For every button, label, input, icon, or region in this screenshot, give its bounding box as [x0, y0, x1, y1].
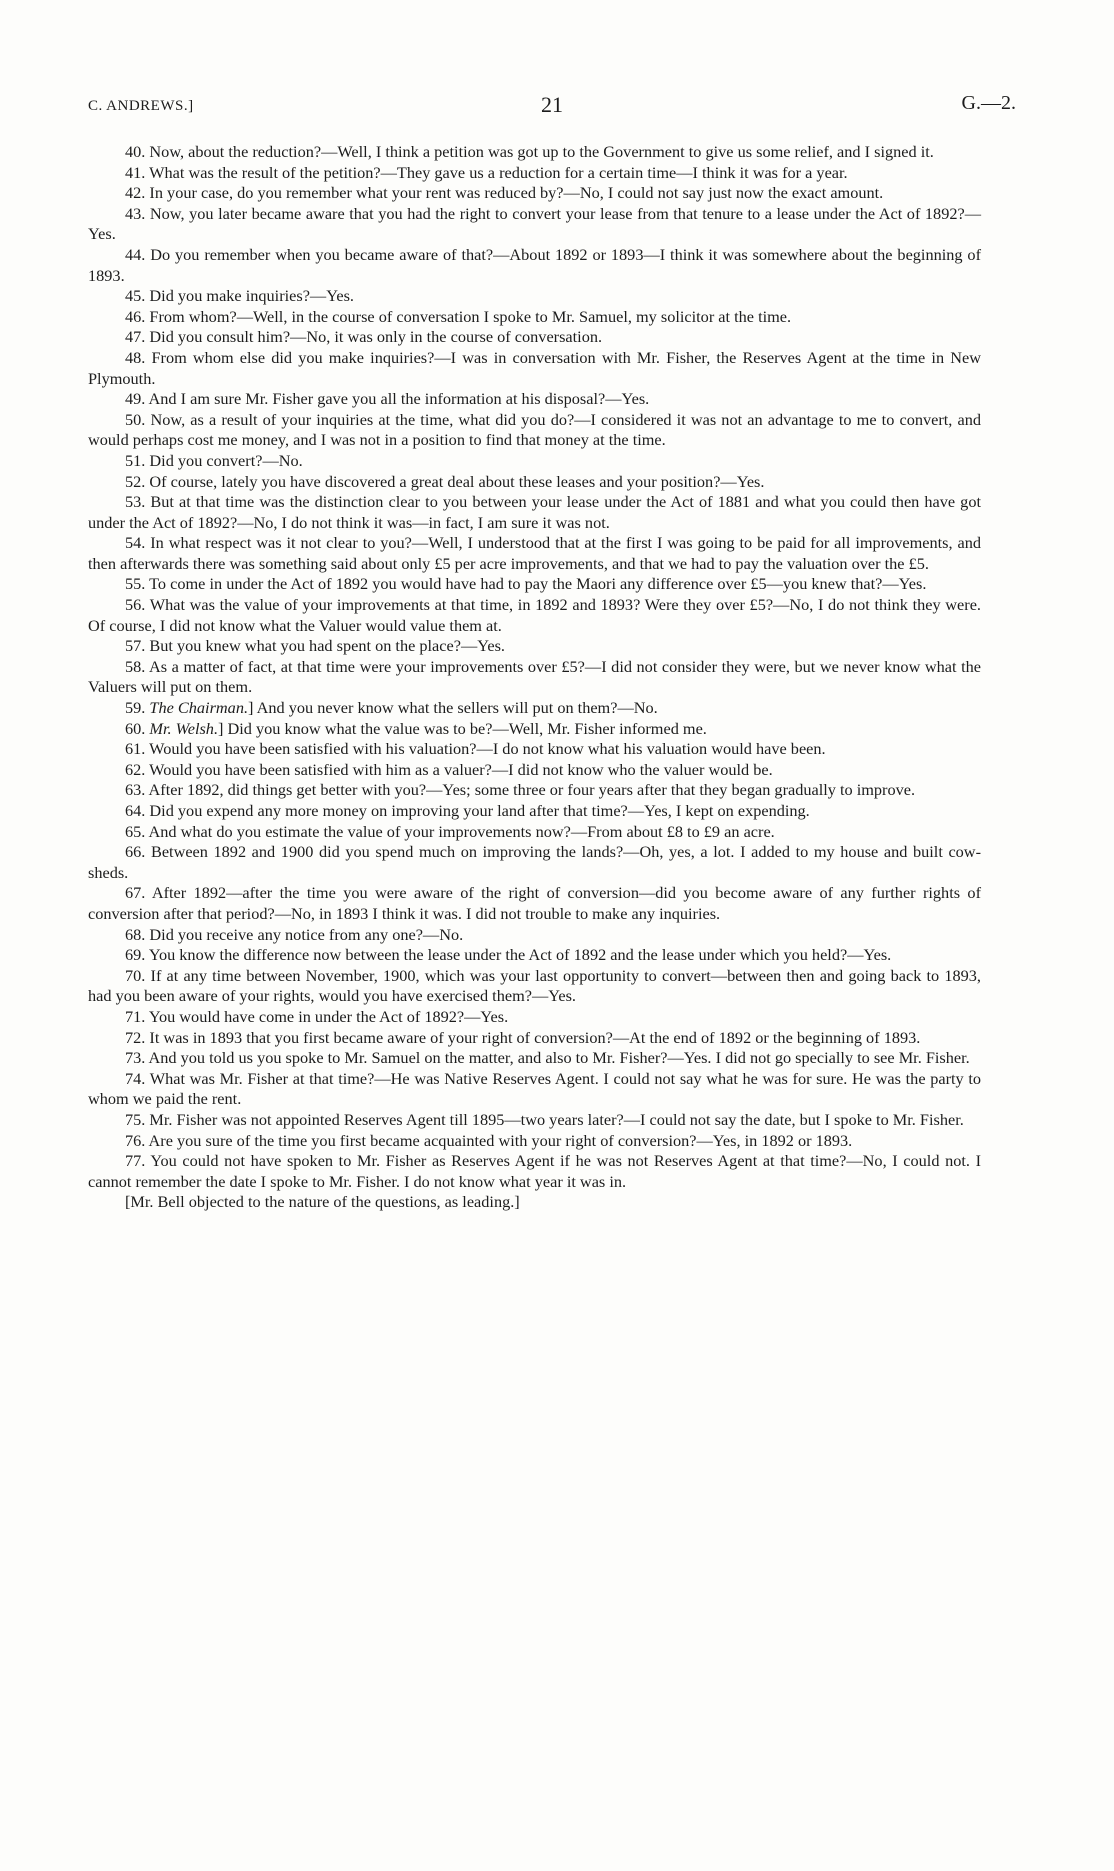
paragraph-72: 72. It was in 1893 that you first became aware of your right of conversion?—At the end of 1892 or the beginning of 1893.: [125, 1027, 921, 1047]
paragraph-63: 63. After 1892, did things get better with you?—Yes; some three or four years after that they began gradually to improve.: [125, 780, 916, 800]
speaker-name: Mr. Welsh.: [149, 718, 219, 738]
witness-name: C. ANDREWS.]: [88, 98, 194, 114]
paragraph-60: [88, 719, 981, 740]
paragraph-77: 77. You could not have spoken to Mr. Fisher as Reserves Agent if he was not Reserves Agent at that time?—No, I could not. I cannot remember the date I spoke to Mr. Fisher. I do not know what year it was in.: [88, 1151, 981, 1191]
paragraph-text: ] Did you know what the value was to be?—Well, Mr. Fisher informed me.: [218, 718, 707, 738]
paragraph-67: 67. After 1892—after the time you were aware of the right of conversion—did you become aware of any further rights of conversion after that period?—No, in 1893 I think it was. I did not trouble to make any inquiries.: [88, 883, 981, 923]
paragraph-62: 62. Would you have been satisfied with him as a valuer?—I did not know who the valuer would be.: [125, 759, 773, 779]
testimony-body: [88, 142, 981, 1213]
paragraph-57: 57. But you knew what you had spent on the place?—Yes.: [125, 636, 505, 656]
paragraph-53: 53. But at that time was the distinction clear to you between your lease under the Act of 1881 and what you could then have got under the Act of 1892?—No, I do not think it was—in fact, I am sure it was not.: [88, 492, 981, 532]
paragraph-71: 71. You would have come in under the Act of 1892?—Yes.: [125, 1006, 509, 1026]
paragraph-47: 47. Did you consult him?—No, it was only in the course of conversation.: [125, 327, 603, 347]
paragraph-69: 69. You know the difference now between the lease under the Act of 1892 and the lease under which you held?—Yes.: [125, 945, 892, 965]
speaker-name: The Chairman.: [149, 698, 249, 718]
paragraph-40: 40. Now, about the reduction?—Well, I think a petition was got up to the Government to give us some relief, and I signed it.: [125, 142, 934, 161]
paragraph-65: 65. And what do you estimate the value of your improvements now?—From about £8 to £9 an acre.: [125, 821, 775, 841]
paragraph-75: 75. Mr. Fisher was not appointed Reserves Agent till 1895—two years later?—I could not say the date, but I spoke to Mr. Fisher.: [125, 1109, 964, 1129]
paragraph-66: 66. Between 1892 and 1900 did you spend much on improving the lands?—Oh, yes, a lot. I added to my house and built cow-sheds.: [88, 842, 981, 882]
paragraph-76: 76. Are you sure of the time you first became acquainted with your right of conversion?—Yes, in 1892 or 1893.: [125, 1130, 853, 1150]
paragraph-70: 70. If at any time between November, 1900, which was your last opportunity to convert—between then and going back to 1893, had you been aware of your rights, would you have exercised them?—Yes.: [88, 965, 981, 1006]
paragraph-41: 41. What was the result of the petition?—They gave us a reduction for a certain time—I think it was for a year.: [125, 162, 848, 182]
paragraph-48: 48. From whom else did you make inquiries?—I was in conversation with Mr. Fisher, the Reserves Agent at the time in New Plymouth.: [88, 347, 981, 388]
paragraph-68: 68. Did you receive any notice from any one?—No.: [125, 924, 464, 944]
paragraph-52: 52. Of course, lately you have discovered a great deal about these leases and your position?—Yes.: [125, 471, 765, 491]
paragraph-49: 49. And I am sure Mr. Fisher gave you all the information at his disposal?—Yes.: [125, 389, 650, 409]
paragraph-64: 64. Did you expend any more money on improving your land after that time?—Yes, I kept on expending.: [125, 801, 810, 820]
editorial-note: [Mr. Bell objected to the nature of the questions, as leading.]: [125, 1192, 520, 1212]
paragraph-number: 60.: [125, 718, 150, 738]
paragraph-51: 51. Did you convert?—No.: [125, 450, 303, 470]
paragraph-45: 45. Did you make inquiries?—Yes.: [125, 286, 354, 306]
page-header: [88, 92, 1016, 126]
paragraph-44: 44. Do you remember when you became aware of that?—About 1892 or 1893—I think it was somewhere about the beginning of 1893.: [88, 244, 981, 285]
paragraph-55: 55. To come in under the Act of 1892 you would have had to pay the Maori any difference over £5—you knew that?—Yes.: [125, 574, 927, 594]
paragraph-59: [88, 698, 981, 719]
paragraph-73: 73. And you told us you spoke to Mr. Samuel on the matter, and also to Mr. Fisher?—Yes. I did not go specially to see Mr. Fisher.: [125, 1048, 970, 1068]
paragraph-43: 43. Now, you later became aware that you had the right to convert your lease from that tenure to a lease under the Act of 1892?—Yes.: [88, 203, 981, 244]
paragraph-42: 42. In your case, do you remember what your rent was reduced by?—No, I could not say just now the exact amount.: [125, 183, 884, 203]
paragraph-text: ] And you never know what the sellers will put on them?—No.: [248, 698, 658, 718]
document-reference: G.—2.: [961, 92, 1016, 114]
paragraph-58: 58. As a matter of fact, at that time were your improvements over £5?—I did not consider they were, but we never know what the Valuers will put on them.: [88, 656, 981, 697]
paragraph-74: 74. What was Mr. Fisher at that time?—He was Native Reserves Agent. I could not say what he was for sure. He was the party to whom we paid the rent.: [88, 1068, 981, 1109]
page-number: 21: [541, 92, 563, 117]
paragraph-50: 50. Now, as a result of your inquiries at the time, what did you do?—I considered it was not an advantage to me to convert, and would perhaps cost me money, and I was not in a position to find that money at the time.: [88, 409, 981, 450]
paragraph-number: 59.: [125, 698, 150, 718]
paragraph-54: 54. In what respect was it not clear to you?—Well, I understood that at the first I was going to be paid for all improvements, and then afterwards there was something said about only £5 per acre improvements, and that we had to pay the valuation over the £5.: [88, 533, 981, 573]
paragraph-61: 61. Would you have been satisfied with his valuation?—I do not know what his valuation would have been.: [125, 739, 826, 759]
paragraph-46: 46. From whom?—Well, in the course of conversation I spoke to Mr. Samuel, my solicitor at the time.: [125, 306, 792, 326]
paragraph-56: 56. What was the value of your improvements at that time, in 1892 and 1893? Were they over £5?—No, I do not think they were. Of course, I did not know what the Valuer would value them at.: [88, 595, 981, 635]
